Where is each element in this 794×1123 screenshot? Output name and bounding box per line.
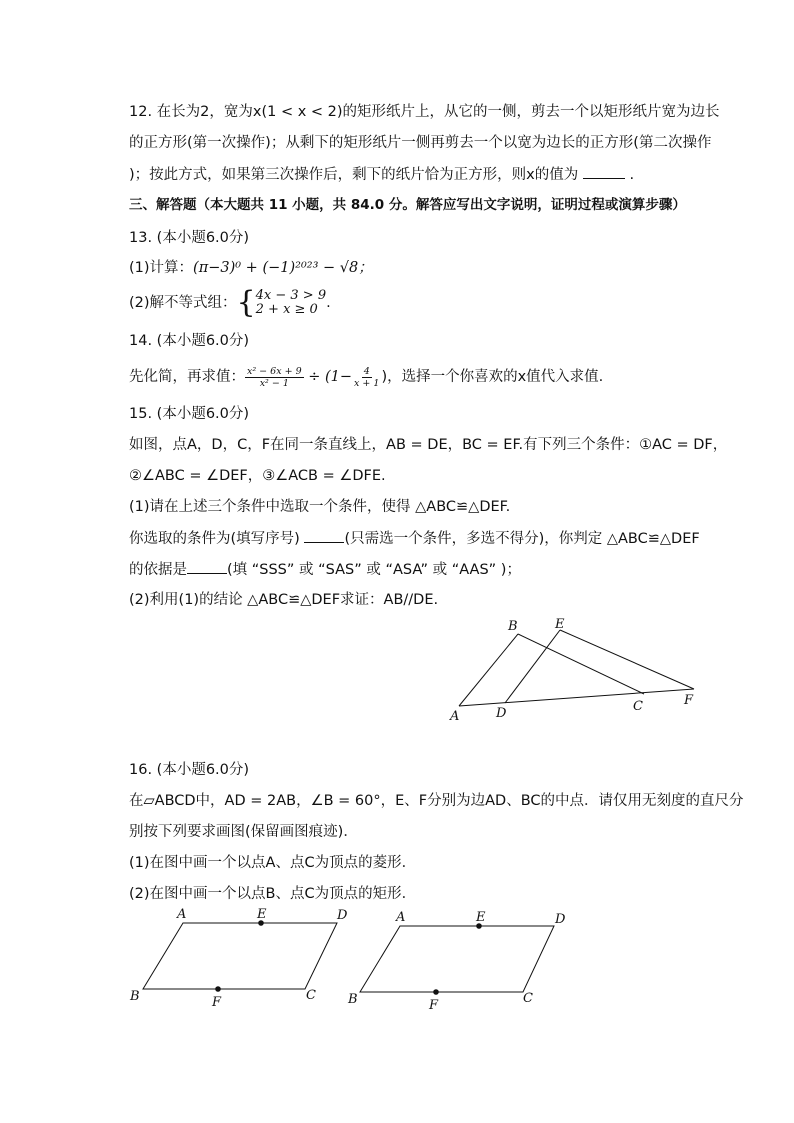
q14-fraction2 xyxy=(352,366,381,389)
q15-line6: (2)利用(1)的结论 △ABC≌△DEF求证：AB//DE. xyxy=(129,592,439,608)
q14-fraction1 xyxy=(245,366,304,389)
q16-right-label-C: C xyxy=(523,991,533,1006)
q12-line3 xyxy=(129,164,634,185)
q12-line2: 的正方形(第一次操作)；从剩下的矩形纸片一侧再剪去一个以宽为边长的正方形(第二次操作 xyxy=(129,135,712,151)
q16-header: 16. (本小题6.0分) xyxy=(129,762,250,778)
q15-line4-prefix: 你选取的条件为(填写序号) xyxy=(129,531,300,547)
section3-heading: 三、解答题（本大题共 11 小题，共 84.0 分。解答应写出文字说明，证明过程或演算步骤） xyxy=(129,197,686,213)
q13-ineq1: 4x − 3 > 9 xyxy=(255,288,327,303)
q16-right-label-D: D xyxy=(555,912,566,927)
q15-line5-prefix: 的依据是 xyxy=(129,562,187,578)
q13-part1-math: (π−3)⁰ + (−1)²⁰²³ − √8； xyxy=(193,260,373,276)
q16-right-label-A: A xyxy=(396,910,406,925)
q14-body xyxy=(129,363,603,391)
q13-part1-prefix: (1)计算： xyxy=(129,260,194,276)
q15-label-F: F xyxy=(684,693,694,708)
q12-line1: 12. 在长为2，宽为x(1 < x < 2)的矩形纸片上，从它的一侧，剪去一个以矩形纸片宽为边长 xyxy=(129,104,720,120)
q15-basis-blank xyxy=(187,559,227,574)
q13-header: 13. (本小题6.0分) xyxy=(129,230,250,246)
q16-left-label-C: C xyxy=(306,988,316,1003)
q13-part2-prefix: (2)解不等式组： xyxy=(129,295,237,311)
q15-line2: ②∠ABC = ∠DEF，③∠ACB = ∠DFE. xyxy=(129,468,386,484)
q14-frac1-numerator: x² − 6x + 9 xyxy=(247,365,302,377)
q16-right-label-F: F xyxy=(429,998,439,1011)
q16-left-point-F xyxy=(215,986,221,992)
q16-left-label-A: A xyxy=(177,907,187,922)
q16-right-label-B: B xyxy=(348,992,358,1007)
q13-part2-end: . xyxy=(326,295,331,311)
q13-part1 xyxy=(129,258,373,278)
q15-line5 xyxy=(129,559,521,580)
q15-triangle-figure xyxy=(440,612,710,727)
q15-condition-blank xyxy=(304,528,344,543)
q14-frac1-denominator: x² − 1 xyxy=(259,377,289,389)
q14-division: ÷ (1− xyxy=(303,369,353,385)
q16-line3: (1)在图中画一个以点A、点C为顶点的菱形． xyxy=(129,855,417,871)
q15-line1: 如图，点A，D，C，F在同一条直线上，AB = DE，BC = EF.有下列三个条件：①AC = DF， xyxy=(129,437,728,453)
q13-inequality-system xyxy=(256,289,326,317)
q16-right-point-F xyxy=(433,989,439,995)
q12-line3-end: . xyxy=(629,167,635,183)
q16-left-label-E: E xyxy=(257,907,267,922)
q16-line1: 在▱ABCD中，AD = 2AB，∠B = 60°，E、F分别为边AD、BC的中点．请仅用无刻度的直尺分 xyxy=(129,793,744,809)
q16-line4: (2)在图中画一个以点B、点C为顶点的矩形． xyxy=(129,886,417,902)
q16-parallelogram-figure-right xyxy=(343,906,573,1011)
q13-part2 xyxy=(129,285,331,320)
q14-prefix: 先化简，再求值： xyxy=(129,369,245,385)
q13-ineq2: 2 + x ≥ 0 xyxy=(255,302,318,317)
q15-line4-suffix: (只需选一个条件，多选不得分)，你判定 △ABC≌△DEF xyxy=(344,531,700,547)
q15-label-A: A xyxy=(450,709,460,724)
q14-frac2-numerator: 4 xyxy=(363,365,370,377)
q16-right-label-E: E xyxy=(476,910,486,925)
q15-label-B: B xyxy=(508,619,518,634)
q15-line3: (1)请在上述三个条件中选取一个条件，使得 △ABC≌△DEF. xyxy=(129,499,511,515)
q15-label-D: D xyxy=(496,706,507,721)
q16-parallelogram-figure-left xyxy=(125,905,355,1010)
q16-line2: 别按下列要求画图(保留画图痕迹)． xyxy=(129,824,358,840)
q15-label-E: E xyxy=(555,617,565,632)
q14-suffix: )，选择一个你喜欢的x值代入求值. xyxy=(381,369,604,385)
q16-left-label-D: D xyxy=(337,908,348,923)
q12-answer-blank xyxy=(583,164,625,179)
q15-line5-suffix: (填 “SSS” 或 “SAS” 或 “ASA” 或 “AAS” )； xyxy=(227,562,521,578)
q15-label-C: C xyxy=(633,699,643,714)
q16-left-label-F: F xyxy=(212,995,222,1010)
q14-frac2-denominator: x + 1 xyxy=(354,377,380,389)
q14-header: 14. (本小题6.0分) xyxy=(129,333,250,349)
q16-left-label-B: B xyxy=(130,989,140,1004)
q13-system-brace: { xyxy=(236,285,256,320)
q15-header: 15. (本小题6.0分) xyxy=(129,406,250,422)
q12-line3-text: )；按此方式，如果第三次操作后，剩下的纸片恰为正方形，则x的值为 xyxy=(129,167,579,183)
q15-line4 xyxy=(129,528,700,549)
